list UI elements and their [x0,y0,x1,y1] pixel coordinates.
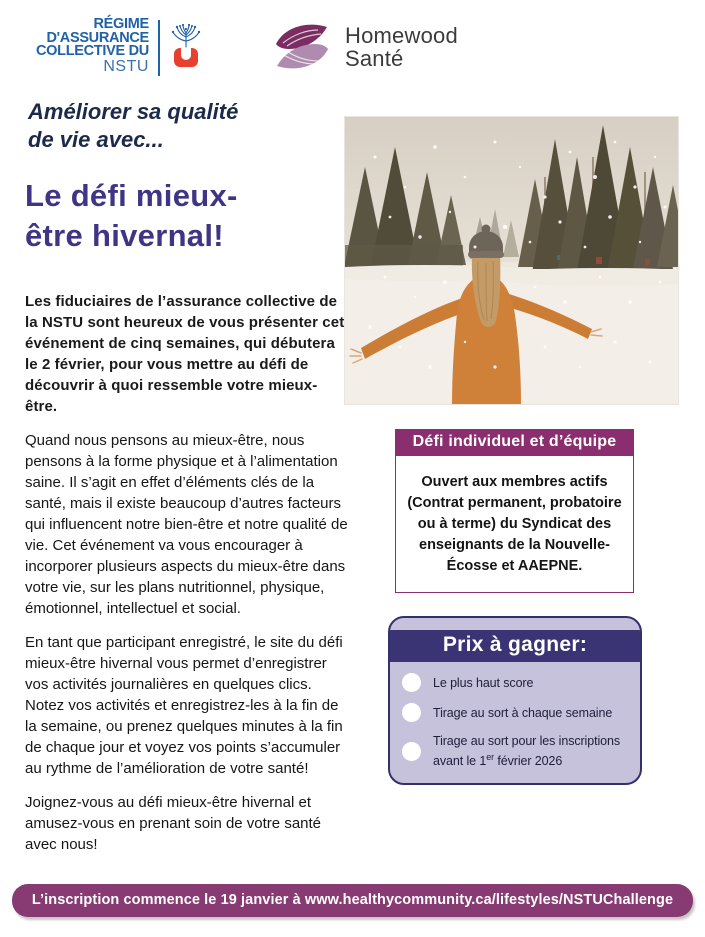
superscript: er [486,752,495,762]
tagline [28,98,238,154]
prize-item-line: avant le 1er février 2026 [433,752,563,769]
nstu-logo-text [36,18,149,74]
challenge-eligibility-box [395,429,634,593]
prize-item-line: Tirage au sort pour les inscriptions [433,734,620,748]
nstu-tree-icon [169,22,203,70]
prize-item-text [433,733,620,769]
nstu-logo [36,18,203,76]
bullet-circle-icon [402,703,421,722]
homewood-logo-text [345,24,458,70]
page-title-line: être hivernal! [25,218,224,253]
challenge-banner: Défi individuel et d’équipe [395,429,634,456]
paragraph: En tant que participant enregistré, le site du défi mieux-être hivernal vous permet d’enregistrer vos activités journalières en quelques clics. Notez vos activités et enregistrez-les à la fin de la semaine, ou prenez quelques minutes à la fin de chaque jour et voyez vos points s’accumuler au rythme de l’amélioration de votre santé! [25,634,343,777]
nstu-logo-line: RÉGIME [93,16,149,32]
prizes-list [390,662,640,783]
prizes-title: Prix à gagner: [390,630,640,662]
prizes-box [388,616,642,785]
homewood-name: Santé [345,46,404,71]
nstu-logo-acronym: NSTU [103,57,149,75]
bullet-circle-icon [402,673,421,692]
logo-divider [158,20,160,76]
nstu-logo-line: D'ASSURANCE [46,29,149,46]
tagline-line: de vie avec... [28,127,164,152]
homewood-name: Homewood [345,23,458,48]
homewood-leaf-icon [273,24,331,70]
prize-item-text: Le plus haut score [433,675,534,690]
page-title-line: Le défi mieux- [25,178,238,213]
homewood-logo [273,24,458,70]
list-item [402,733,634,769]
list-item [402,703,634,722]
registration-banner: L’inscription commence le 19 janvier à www.healthycommunity.ca/lifestyles/NSTUChallenge [12,884,693,917]
challenge-eligibility-text: Ouvert aux membres actifs (Contrat permanent, probatoire ou à terme) du Syndicat des enseignants de la Nouvelle-Écosse et AAEPNE. [395,456,634,593]
tagline-line: Améliorer sa qualité [28,99,239,124]
intro-paragraph: Les fiduciaires de l’assurance collective de la NSTU sont heureux de vous présenter cet événement de cinq semaines, qui débutera le 2 février, pour vous mettre au défi de découvrir à quoi ressemble votre mieux-être. [25,293,345,415]
body-text [25,291,348,868]
winter-photo [345,117,678,404]
paragraph: Quand nous pensons au mieux-être, nous pensons à la forme physique et à l’alimentation saine. Il s’agit en effet d’éléments clés de la santé, mais il existe beaucoup d’autres facteurs qui influencent notre bien-être et notre qualité de vie. Cet événement va vous encourager à incorporer plusieurs aspects du mieux-être dans votre vie, sur les plans nutritionnel, physique, émotionnel, intellectuel et social. [25,432,348,617]
paragraph: Joignez-vous au défi mieux-être hivernal et amusez-vous en prenant soin de votre santé avec nous! [25,794,322,853]
prize-item-text: Tirage au sort à chaque semaine [433,705,613,720]
bullet-circle-icon [402,742,421,761]
page-title [25,176,238,256]
list-item [402,673,634,692]
nstu-logo-line: COLLECTIVE DU [36,43,149,59]
